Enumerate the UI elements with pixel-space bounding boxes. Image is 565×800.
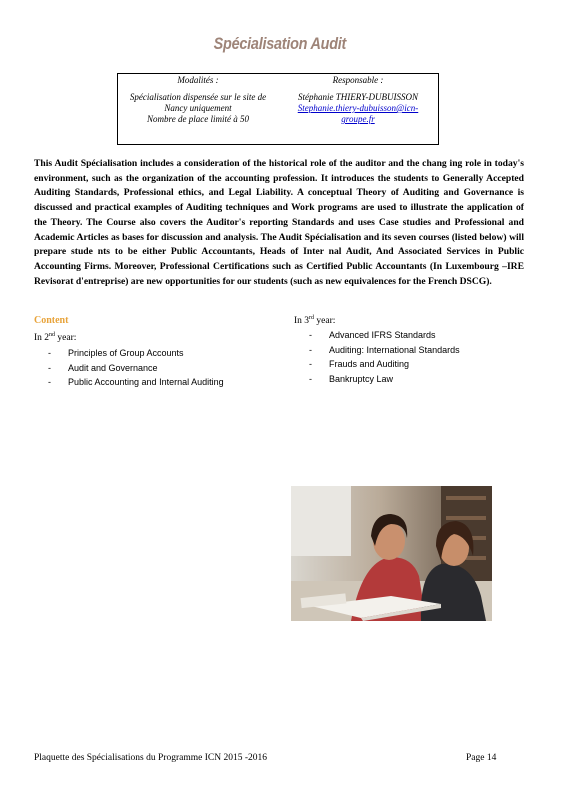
responsable-cell [278,92,439,145]
list-item: - Principles of Group Accounts [48,346,224,361]
responsable-header: Responsable : [332,75,384,85]
content-heading: Content [34,315,69,326]
year2-prefix: In 2 [34,333,50,343]
page-title: Spécialisation Audit [213,34,347,53]
list-item: - Public Accounting and Internal Auditing [48,375,224,390]
year3-course-list [309,328,460,386]
year3-sup: rd [309,315,315,321]
year3-prefix: In 3 [294,316,310,326]
students-photo-illustration [291,486,492,621]
modalites-header: Modalités : [177,75,219,85]
email-part-2: groupe.fr [341,114,375,124]
list-item: - Advanced IFRS Standards [309,328,460,343]
page-number: Page 14 [466,753,497,763]
year2-course-list [48,346,224,390]
list-item: - Audit and Governance [48,361,224,376]
modalites-line: Nombre de place limité à 50 [147,114,249,124]
info-table [117,73,439,145]
list-item: - Bankruptcy Law [309,372,460,387]
modalites-line: Nancy uniquement [164,103,232,113]
email-part-1: Stephanie.thiery-dubuisson@icn- [297,103,419,113]
responsable-name: Stéphanie THIERY-DUBUISSON [298,92,418,102]
year3-suffix: year: [314,316,336,326]
year2-suffix: year: [55,333,77,343]
students-photo [291,486,492,621]
description-paragraph: This Audit Spécialisation includes a consideration of the historical role of the auditor and the chang ing role in today's environment, such as the organization of the accounting profession. It introduces the students to Generally Accepted Auditing Standards, Professional ethics, and Legal Liability. A conceptual Theory of Auditing and Governance is discussed and practical examples of Auditing techniques and Work programs are used to illustrate the application of the Theory. The Course also covers the Auditor's reporting Standards and uses Case studies and Professional and Academic Articles as bases for discussion and analysis. The Audit Spécialisation and its seven courses (listed below) will prepare stude nts to be either Public Accountants, Heads of Inter nal Audit, And Associated Services in Public Accounting Firms. Moreover, Professional Certifications such as Certified Public Accountants (In Luxembourg –IRE Revisorat d'entreprise) are new opportunities for our students (such as new equivalences for the French DSCG). [34,158,524,287]
modalites-line: Spécialisation dispensée sur le site de [129,92,267,102]
list-item: - Auditing: International Standards [309,343,460,358]
year2-sup: nd [49,332,56,338]
year3-heading [294,315,335,327]
list-item: - Frauds and Auditing [309,357,460,372]
responsable-email-link[interactable] [298,103,419,124]
footer-text: Plaquette des Spécialisations du Programme ICN 2015 -2016 [34,753,267,763]
year2-heading [34,332,76,344]
modalites-cell [118,92,279,145]
